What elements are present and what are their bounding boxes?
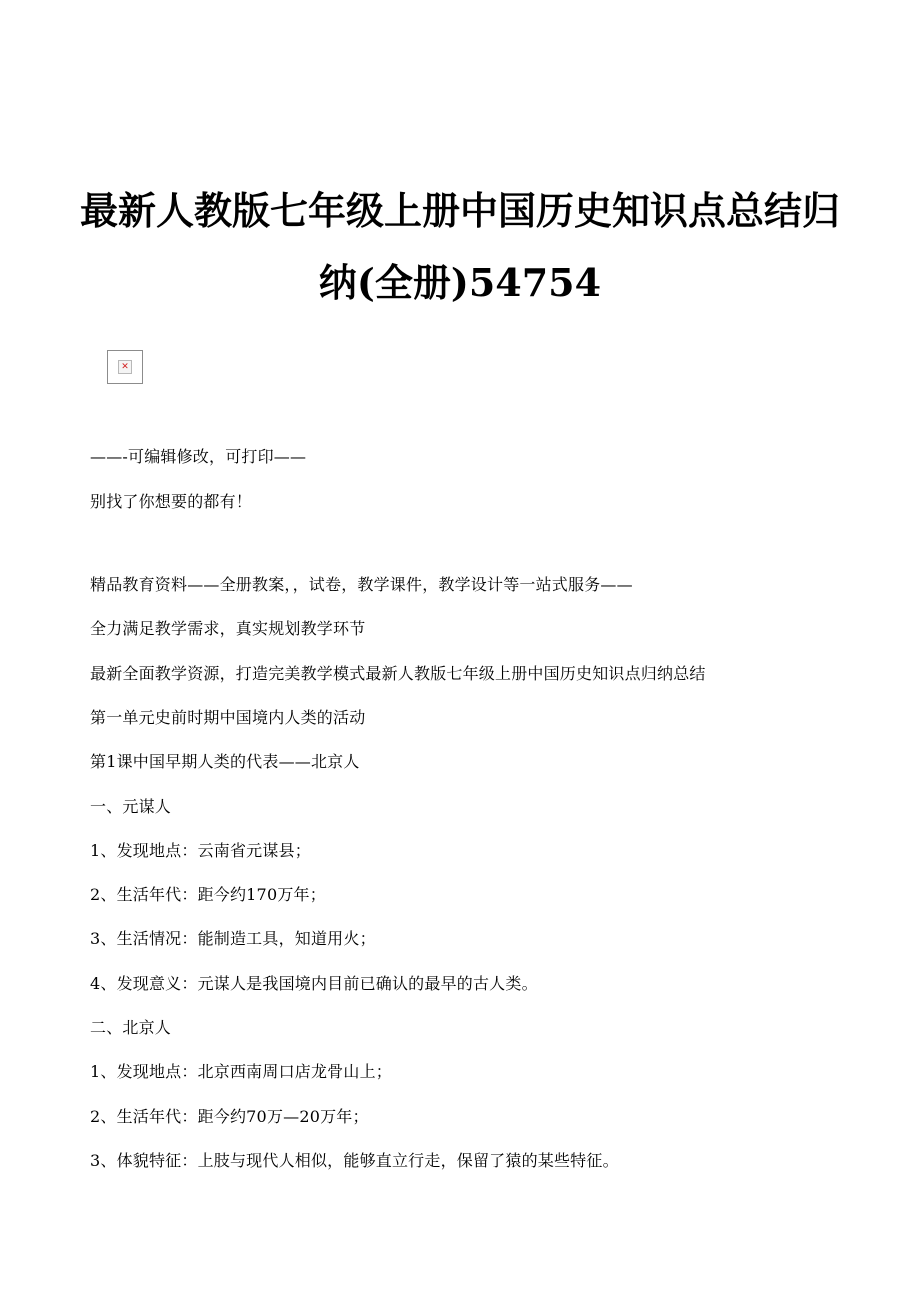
tagline: 别找了你想要的都有！ <box>90 492 253 511</box>
promo-line-1: 精品教育资料——全册教案，，试卷，教学课件，教学设计等一站式服务—— <box>90 575 633 594</box>
editable-notice: ——-可编辑修改，可打印—— <box>90 447 307 466</box>
section-heading-beijing: 二、北京人 <box>90 1018 172 1037</box>
list-item: 1、发现地点：云南省元谋县； <box>90 841 311 860</box>
promo-line-2: 全力满足教学需求，真实规划教学环节 <box>90 619 366 638</box>
list-item: 3、生活情况：能制造工具，知道用火； <box>90 929 376 948</box>
broken-image-icon <box>107 350 143 384</box>
list-item: 2、生活年代：距今约170万年； <box>90 885 326 904</box>
unit-heading: 第一单元史前时期中国境内人类的活动 <box>90 708 366 727</box>
document-title-line-1: 最新人教版七年级上册中国历史知识点总结归 <box>79 188 840 233</box>
promo-line-3: 最新全面教学资源，打造完美教学模式最新人教版七年级上册中国历史知识点归纳总结 <box>90 664 706 683</box>
section-heading-yuanmou: 一、元谋人 <box>90 797 172 816</box>
list-item: 1、发现地点：北京西南周口店龙骨山上； <box>90 1062 392 1081</box>
list-item: 3、体貌特征：上肢与现代人相似，能够直立行走，保留了猿的某些特征。 <box>90 1151 619 1170</box>
list-item: 4、发现意义：元谋人是我国境内目前已确认的最早的古人类。 <box>90 974 538 993</box>
list-item: 2、生活年代：距今约70万—20万年； <box>90 1107 369 1126</box>
broken-image-glyph <box>118 360 132 374</box>
lesson-heading: 第1课中国早期人类的代表——北京人 <box>90 752 360 771</box>
document-title-line-2: 纳(全册)54754 <box>318 260 602 305</box>
